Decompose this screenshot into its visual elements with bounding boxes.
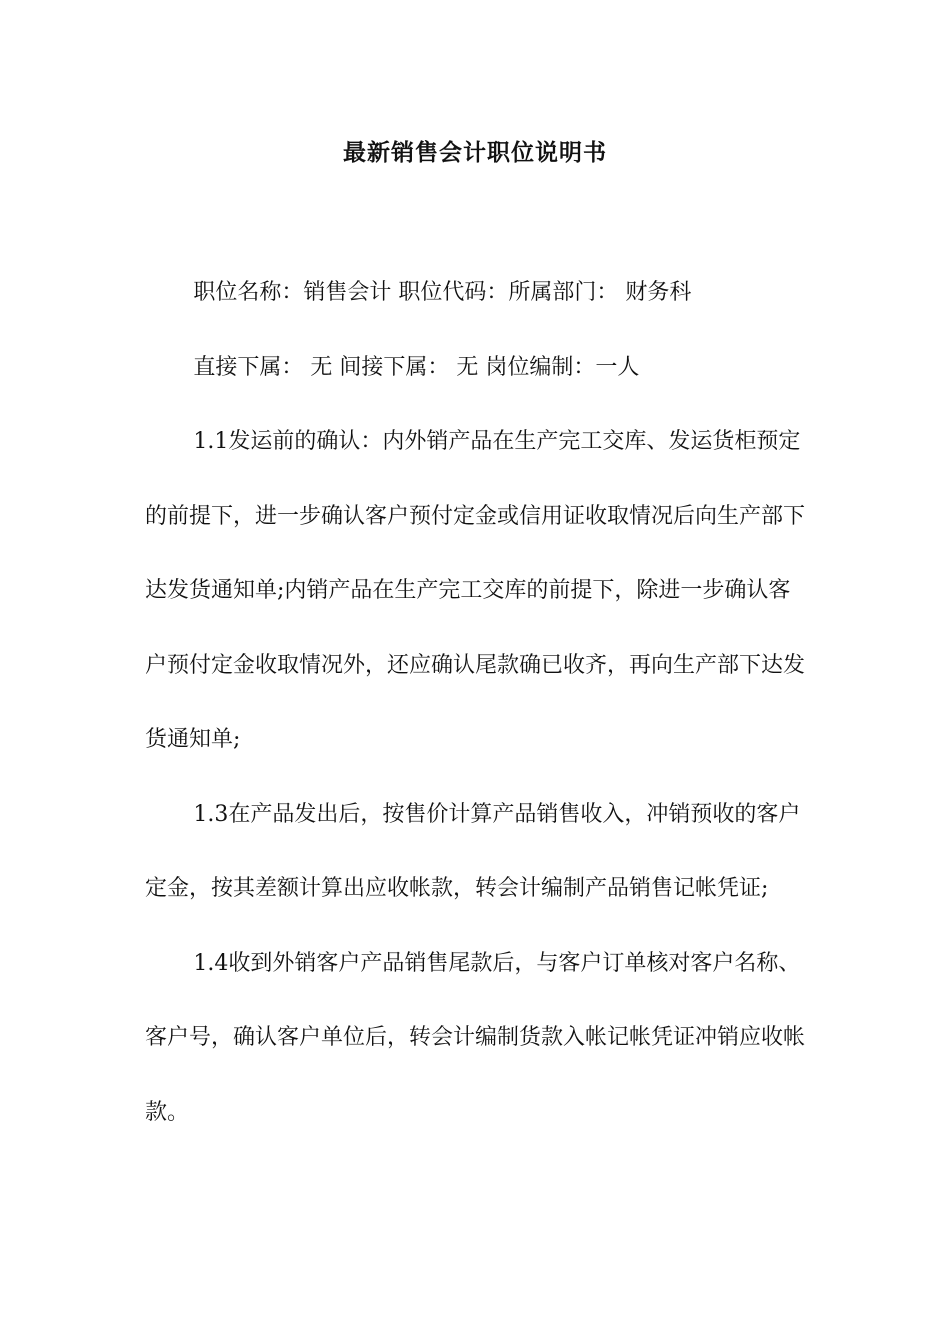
subordinate-info-line: 直接下属： 无 间接下属： 无 岗位编制：一人 bbox=[193, 354, 640, 380]
duty-paragraph-1-3: 1.3在产品发出后，按售价计算产品销售收入，冲销预收的客户定金，按其差额计算出应收帐款，转会计编制产品销售记帐凭证; bbox=[145, 801, 801, 901]
document-body bbox=[145, 256, 810, 1150]
position-info-line: 职位名称：销售会计 职位代码：所属部门： 财务科 bbox=[193, 280, 692, 305]
document-title: 最新销售会计职位说明书 bbox=[343, 139, 607, 166]
duty-paragraph-1-4: 1.4收到外销客户产品销售尾款后，与客户订单核对客户名称、客户号，确认客户单位后，转会计编制货款入帐记帐凭证冲销应收帐款。 bbox=[145, 950, 806, 1125]
duty-paragraph-1-1: 1.1发运前的确认：内外销产品在生产完工交库、发运货柜预定的前提下，进一步确认客户预付定金或信用证收取情况后向生产部下达发货通知单;内销产品在生产完工交库的前提下，除进一步确认客户预付定金收取情况外，还应确认尾款确已收齐，再向生产部下达发货通知单; bbox=[145, 429, 806, 752]
